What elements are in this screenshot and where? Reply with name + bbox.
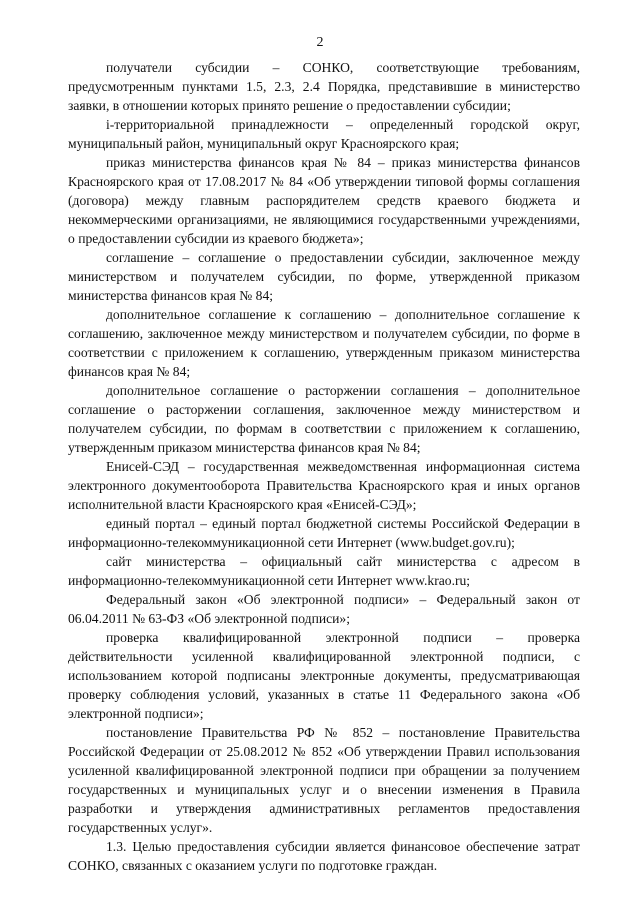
definition-territorial: i-территориальной принадлежности – определенный городской округ, муниципальный район, муниципальный округ Красноярского края; <box>68 117 580 151</box>
definition-recipients: получатели субсидии – СОНКО, соответствующие требованиям, предусмотренным пунктами 1.5, 2.3, 2.4 Порядка, представившие в министерство заявки, в отношении которых принято решение о предоставлении субсидии; <box>68 60 580 113</box>
definition-additional-agreement: дополнительное соглашение к соглашению – дополнительное соглашение к соглашению, заключенное между министерством и получателем субсидии, по форме в соответствии с приложением к соглашению, утвержденным приказом министерства финансов края № 84; <box>68 307 580 379</box>
definition-federal-law: Федеральный закон «Об электронной подписи» – Федеральный закон от 06.04.2011 № 63-ФЗ «Об электронной подписи»; <box>68 592 580 626</box>
definition-agreement: соглашение – соглашение о предоставлении субсидии, заключенное между министерством и получателем субсидии, по форме, утвержденной приказом министерства финансов края № 84; <box>68 250 580 303</box>
document-body <box>68 58 580 875</box>
definition-unified-portal: единый портал – единый портал бюджетной системы Российской Федерации в информационно-телекоммуникационной сети Интернет (www.budget.gov.ru); <box>68 516 580 550</box>
definition-termination-agreement: дополнительное соглашение о расторжении соглашения – дополнительное соглашение о расторжении соглашения, заключенное между министерством и получателем субсидии, по формам в соответствии с приложением к соглашению, утвержденным приказом министерства финансов края № 84; <box>68 383 580 455</box>
definition-resolution-852: постановление Правительства РФ № 852 – постановление Правительства Российской Федерации от 25.08.2012 № 852 «Об утверждении Правил использования усиленной квалифицированной электронной подписи при обращении за получением государственных и муниципальных услуг и о внесении изменения в Правила разработки и утверждения административных регламентов предоставления государственных услуг». <box>68 725 580 835</box>
definition-enisey-sed: Енисей-СЭД – государственная межведомственная информационная система электронного документооборота Правительства Красноярского края и иных органов исполнительной власти Красноярского края «Енисей-СЭД»; <box>68 459 580 512</box>
definition-order-84: приказ министерства финансов края № 84 – приказ министерства финансов Красноярского края от 17.08.2017 № 84 «Об утверждении типовой формы соглашения (договора) между главным распорядителем средств краевого бюджета и некоммерческими организациями, не являющимися государственными учреждениями, о предоставлении субсидии из краевого бюджета»; <box>68 155 580 246</box>
page-number: 2 <box>316 35 324 50</box>
definition-ministry-site: сайт министерства – официальный сайт министерства с адресом в информационно-телекоммуникационной сети Интернет www.krao.ru; <box>68 554 580 588</box>
clause-1-3: 1.3. Целью предоставления субсидии является финансовое обеспечение затрат СОНКО, связанных с оказанием услуги по подготовке граждан. <box>68 839 580 873</box>
definition-signature-check: проверка квалифицированной электронной подписи – проверка действительности усиленной квалифицированной электронной подписи, с использованием которой подписаны электронные документы, предусматривающая проверку соблюдения условий, указанных в статье 11 Федерального закона «Об электронной подписи»; <box>68 630 580 721</box>
